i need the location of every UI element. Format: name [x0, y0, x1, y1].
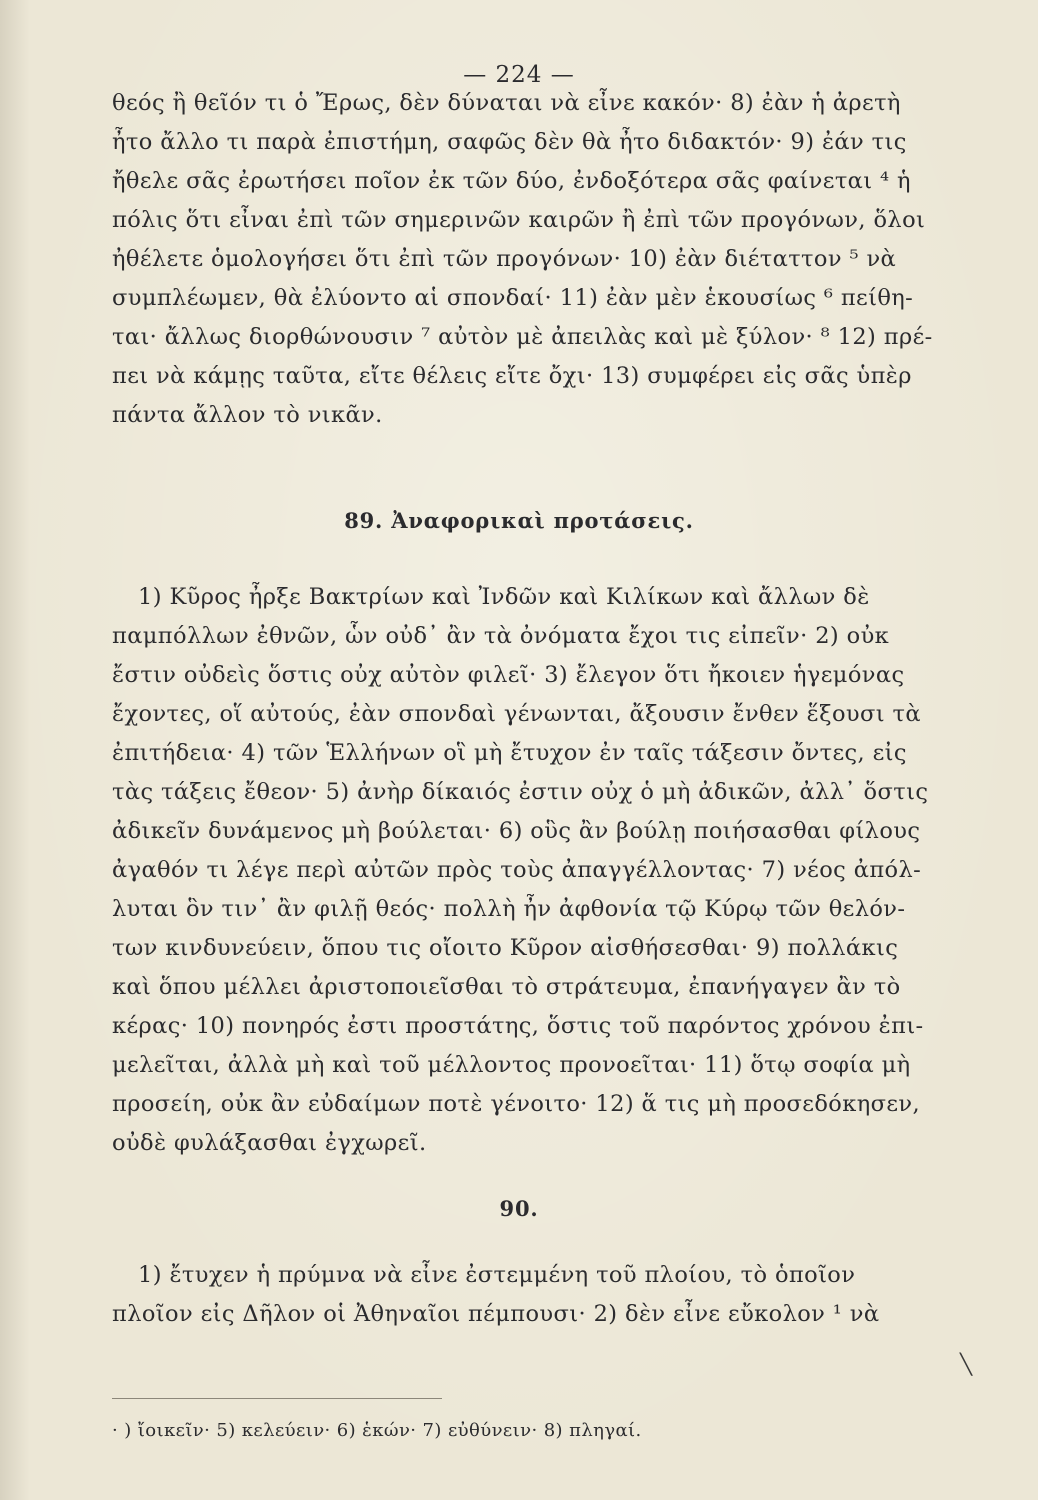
text-line: πόλις ὅτι εἶναι ἐπὶ τῶν σημερινῶν καιρῶν ἢ ἐπὶ τῶν προγόνων, ὅλοι	[112, 207, 926, 233]
text-line: ἀδικεῖν δυνάμενος μὴ βούλεται· 6) οὓς ἂν βούλῃ ποιήσασθαι φίλους	[112, 818, 921, 844]
text-line: πάντα ἄλλον τὸ νικᾶν.	[112, 402, 383, 428]
text-line: ἦτο ἄλλο τι παρὰ ἐπιστήμη, σαφῶς δὲν θὰ ἦτο διδακτόν· 9) ἐάν τις	[112, 129, 907, 155]
text-line: οὐδὲ φυλάξασθαι ἐγχωρεῖ.	[112, 1130, 427, 1156]
margin-mark: ╲	[960, 1352, 973, 1376]
footnote-rule	[112, 1398, 442, 1399]
text-line: παμπόλλων ἐθνῶν, ὧν οὐδ᾽ ἂν τὰ ὀνόματα ἔχοι τις εἰπεῖν· 2) οὐκ	[112, 623, 890, 649]
text-line: καὶ ὅπου μέλλει ἀριστοποιεῖσθαι τὸ στράτευμα, ἐπανήγαγεν ἂν τὸ	[112, 974, 901, 1000]
text-line: ἔστιν οὐδεὶς ὅστις οὐχ αὐτὸν φιλεῖ· 3) ἔλεγον ὅτι ἤκοιεν ἡγεμόνας	[112, 662, 905, 688]
text-line: ἠθέλετε ὁμολογήσει ὅτι ἐπὶ τῶν προγόνων· 10) ἐὰν διέταττον ⁵ νὰ	[112, 246, 897, 272]
text-line: ται· ἄλλως διορθώνουσιν ⁷ αὐτὸν μὲ ἀπειλὰς καὶ μὲ ξύλον· ⁸ 12) πρέ-	[112, 324, 933, 350]
page-edge-shadow	[0, 0, 30, 1500]
text-line: 1) ἔτυχεν ἡ πρύμνα νὰ εἶνε ἐστεμμένη τοῦ πλοίου, τὸ ὁποῖον	[138, 1262, 856, 1288]
section-heading: 90.	[499, 1196, 539, 1221]
text-line: λυται ὃν τιν᾽ ἂν φιλῇ θεός· πολλὴ ἦν ἀφθονία τῷ Κύρῳ τῶν θελόν-	[112, 896, 906, 922]
text-line: πει νὰ κάμῃς ταῦτα, εἴτε θέλεις εἴτε ὄχι· 13) συμφέρει εἰς σᾶς ὑπὲρ	[112, 363, 912, 389]
text-line: ἤθελε σᾶς ἐρωτήσει ποῖον ἐκ τῶν δύο, ἐνδοξότερα σᾶς φαίνεται ⁴ ἡ	[112, 168, 911, 194]
text-line: μελεῖται, ἀλλὰ μὴ καὶ τοῦ μέλλοντος προνοεῖται· 11) ὅτῳ σοφία μὴ	[112, 1052, 911, 1078]
text-line: των κινδυνεύειν, ὅπου τις οἴοιτο Κῦρον αἰσθήσεσθαι· 9) πολλάκις	[112, 935, 899, 961]
section-heading: 89. Ἀναφορικαὶ προτάσεις.	[344, 508, 694, 533]
text-line: ἔχοντες, οἵ αὐτούς, ἐὰν σπονδαὶ γένωνται, ἄξουσιν ἔνθεν ἕξουσι τὰ	[112, 701, 921, 727]
text-line: προσείη, οὐκ ἂν εὐδαίμων ποτὲ γένοιτο· 12) ἅ τις μὴ προσεδόκησεν,	[112, 1091, 921, 1117]
text-line: τὰς τάξεις ἔθεον· 5) ἀνὴρ δίκαιός ἐστιν οὐχ ὁ μὴ ἀδικῶν, ἀλλ᾽ ὅστις	[112, 779, 929, 805]
text-line: συμπλέωμεν, θὰ ἐλύοντο αἱ σπονδαί· 11) ἐὰν μὲν ἑκουσίως ⁶ πείθη-	[112, 285, 914, 311]
text-line: ἐπιτήδεια· 4) τῶν Ἑλλήνων οἳ μὴ ἔτυχον ἐν ταῖς τάξεσιν ὄντες, εἰς	[112, 740, 907, 766]
footnote: · ) ἴοικεῖν· 5) κελεύειν· 6) ἑκών· 7) εὐθύνειν· 8) πληγαί.	[112, 1420, 642, 1441]
text-line: κέρας· 10) πονηρός ἐστι προστάτης, ὅστις τοῦ παρόντος χρόνου ἐπι-	[112, 1013, 924, 1039]
text-line: ἀγαθόν τι λέγε περὶ αὐτῶν πρὸς τοὺς ἀπαγγέλλοντας· 7) νέος ἀπόλ-	[112, 857, 922, 883]
text-line: θεός ἢ θεῖόν τι ὁ Ἔρως, δὲν δύναται νὰ εἶνε κακόν· 8) ἐὰν ἡ ἀρετὴ	[112, 90, 901, 116]
text-line: πλοῖον εἰς Δῆλον οἱ Ἀθηναῖοι πέμπουσι· 2) δὲν εἶνε εὔκολον ¹ νὰ	[112, 1301, 880, 1327]
text-line: 1) Κῦρος ἦρξε Βακτρίων καὶ Ἰνδῶν καὶ Κιλίκων καὶ ἄλλων δὲ	[138, 584, 870, 610]
page-number: — 224 —	[463, 62, 575, 88]
